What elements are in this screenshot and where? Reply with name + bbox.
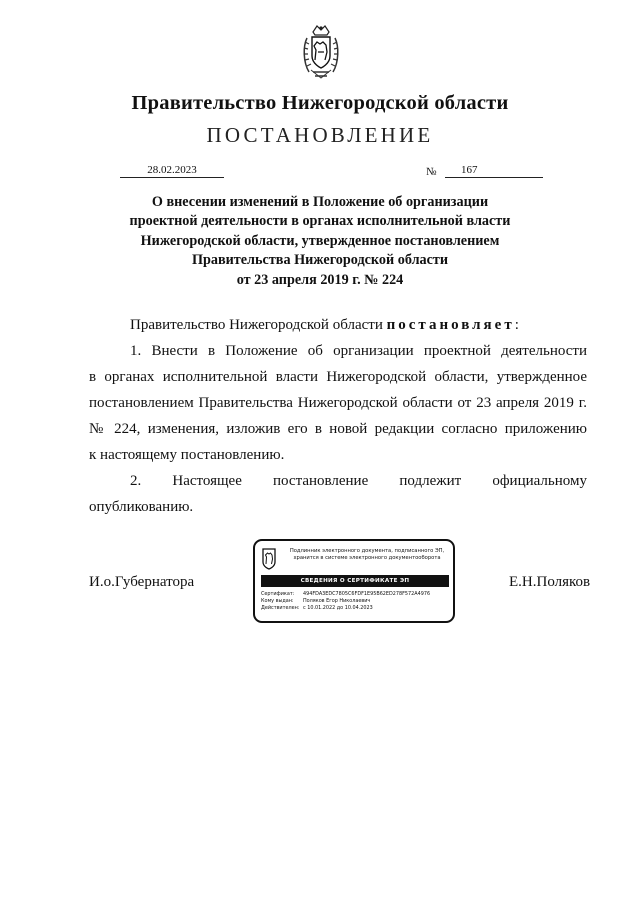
stamp-notice: Подлинник электронного документа, подписанного ЭП, хранится в системе электронного документооборота [289,548,445,561]
signatory-position: И.о.Губернатора [89,574,195,590]
subject-line: проектной деятельности в органах исполнительной власти [129,213,511,230]
subject-line: О внесении изменений в Положение об организации [151,194,489,210]
paragraph-line: постановлением Правительства Нижегородской области от 23 апреля 2019 г. [89,395,587,411]
preamble-text: Правительство Нижегородской области [130,317,387,333]
preamble [89,312,628,338]
document-type: ПОСТАНОВЛЕНИЕ [206,123,434,147]
valid-value: с 10.01.2022 до 10.04.2023 [303,605,373,612]
signatory-name: Е.Н.Поляков [509,574,591,590]
document-subject [0,193,640,290]
issued-value: Поляков Егор Николаевич [303,598,371,605]
paragraph-item-2 [89,468,587,520]
document-date: 28.02.2023 [120,164,224,178]
preamble-colon: : [514,317,519,333]
valid-label: Действителен: [261,605,300,612]
coat-of-arms-emblem [299,22,343,82]
paragraph-line: № 224, изменения, изложив его в новой редакции согласно приложению [89,421,587,437]
paragraph-line: в органах исполнительной власти Нижегородской области, утвержденное [89,369,587,385]
paragraph-line: к настоящему постановлению. [89,447,285,463]
subject-line: от 23 апреля 2019 г. № 224 [236,271,404,288]
paragraph-line: 1. Внести в Положение об организации проектной деятельности [130,343,587,359]
stamp-title: СВЕДЕНИЯ О СЕРТИФИКАТЕ ЭП [261,575,449,587]
emblem-icon [261,547,277,571]
subject-line: Правительства Нижегородской области [191,252,449,269]
preamble-decree-word: постановляет [386,317,515,333]
paragraph-item-1 [89,338,587,468]
paragraph-line: 2. Настоящее постановление подлежит официальному [130,473,587,489]
subject-line: Нижегородской области, утвержденное постановлением [140,232,500,249]
valid-row [261,605,451,612]
electronic-signature-stamp [253,539,455,623]
paragraph-line: опубликованию. [89,499,194,515]
cert-label: Сертификат: [261,591,295,597]
issued-label: Кому выдан: [261,598,294,605]
cert-value: 494FDA3EDC7805C6FDF1E95B62ED278F572A4976 [303,591,431,597]
document-number: 167 [445,164,543,178]
stamp-details [261,591,451,613]
number-sign: № [426,166,437,178]
certificate-row [261,591,451,598]
government-title: Правительство Нижегородской области [131,92,509,114]
